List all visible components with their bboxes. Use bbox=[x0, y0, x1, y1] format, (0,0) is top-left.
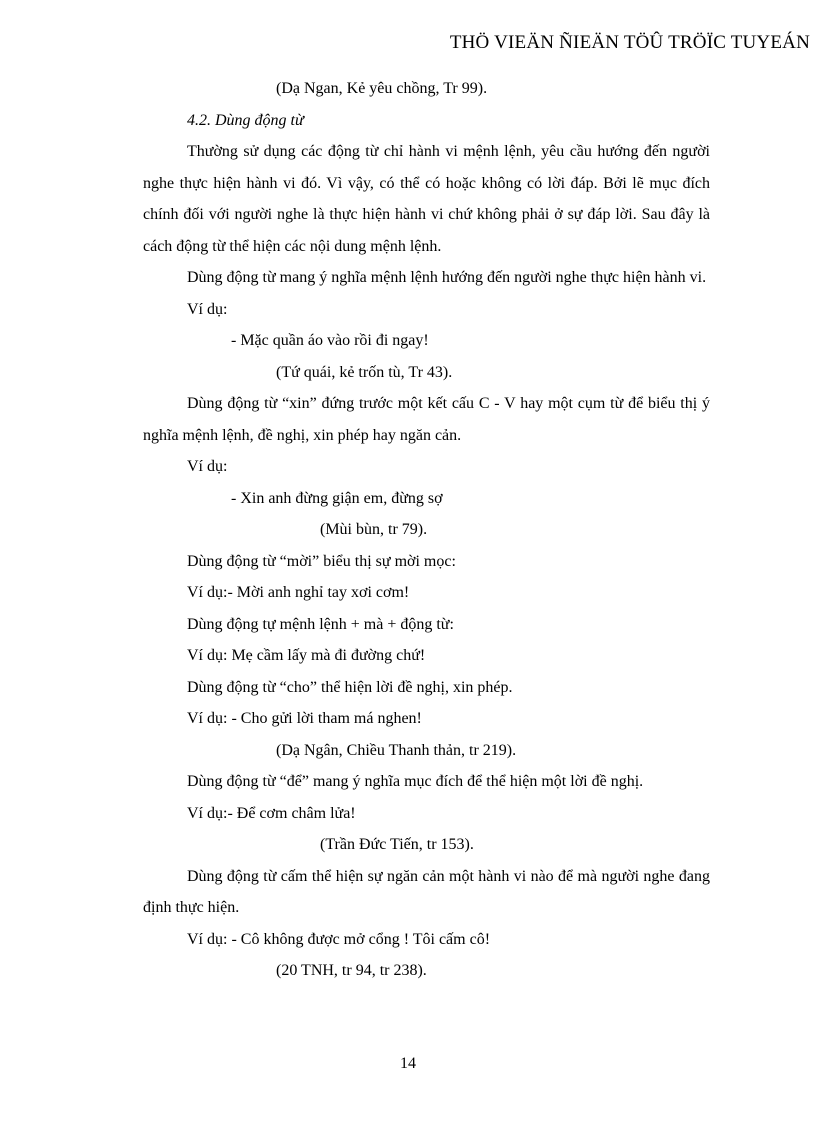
page-number: 14 bbox=[400, 1055, 416, 1072]
paragraph: Dùng động tự mệnh lệnh + mà + động từ: bbox=[187, 615, 454, 633]
example-line: Ví dụ:- Để cơm châm lửa! bbox=[187, 804, 356, 822]
paragraph: Dùng động từ “mời” biểu thị sự mời mọc: bbox=[187, 552, 456, 570]
citation: (Mùi bùn, tr 79). bbox=[320, 521, 428, 538]
section-heading: 4.2. Dùng động từ bbox=[187, 111, 304, 129]
example-line: Ví dụ:- Mời anh nghỉ tay xơi cơm! bbox=[187, 584, 410, 601]
citation: (Tứ quái, kẻ trốn tù, Tr 43). bbox=[276, 363, 453, 381]
example-line: Ví dụ: Mẹ cầm lấy mà đi đường chứ! bbox=[187, 647, 426, 664]
example-label: Ví dụ: bbox=[187, 458, 228, 475]
citation: (Dạ Ngân, Chiều Thanh thản, tr 219). bbox=[276, 741, 517, 759]
paragraph: Thường sử dụng các động từ chỉ hành vi mệnh lệnh, yêu cầu hướng đến người nghe thực hiện hành vi đó. Vì vậy, có thể có hoặc không có lời đáp. Bởi lẽ mục đích chính đối với người nghe là thực hiện hành vi chứ không phải ở sự đáp lời. Sau đây là cách động từ thể hiện các nội dung mệnh lệnh. bbox=[143, 143, 710, 255]
example-label: Ví dụ: bbox=[187, 300, 228, 318]
paragraph: Dùng động từ “để” mang ý nghĩa mục đích để thể hiện một lời đề nghị. bbox=[187, 773, 644, 790]
paragraph: Dùng động từ “cho” thể hiện lời đề nghị, xin phép. bbox=[187, 678, 513, 696]
document-body bbox=[143, 73, 710, 987]
example-line: - Mặc quần áo vào rồi đi ngay! bbox=[231, 332, 429, 349]
citation: (Dạ Ngan, Kẻ yêu chồng, Tr 99). bbox=[276, 80, 488, 97]
example-line: Ví dụ: - Cho gửi lời tham má nghen! bbox=[187, 710, 422, 727]
citation: (20 TNH, tr 94, tr 238). bbox=[276, 962, 427, 979]
paragraph: Dùng động từ mang ý nghĩa mệnh lệnh hướng đến người nghe thực hiện hành vi. bbox=[187, 269, 707, 286]
paragraph: Dùng động từ cấm thể hiện sự ngăn cản một hành vi nào để mà người nghe đang định thực hiện. bbox=[143, 867, 710, 916]
example-line: Ví dụ: - Cô không được mở cổng ! Tôi cấm cô! bbox=[187, 930, 491, 948]
paragraph: Dùng động từ “xin” đứng trước một kết cấu C - V hay một cụm từ để biểu thị ý nghĩa mệnh lệnh, đề nghị, xin phép hay ngăn cản. bbox=[143, 395, 710, 444]
citation: (Trần Đức Tiến, tr 153). bbox=[320, 836, 474, 853]
example-line: - Xin anh đừng giận em, đừng sợ bbox=[231, 489, 443, 507]
page-header: THÖ VIEÄN ÑIEÄN TÖÛ TRÖÏC TUYEÁN bbox=[449, 32, 810, 53]
